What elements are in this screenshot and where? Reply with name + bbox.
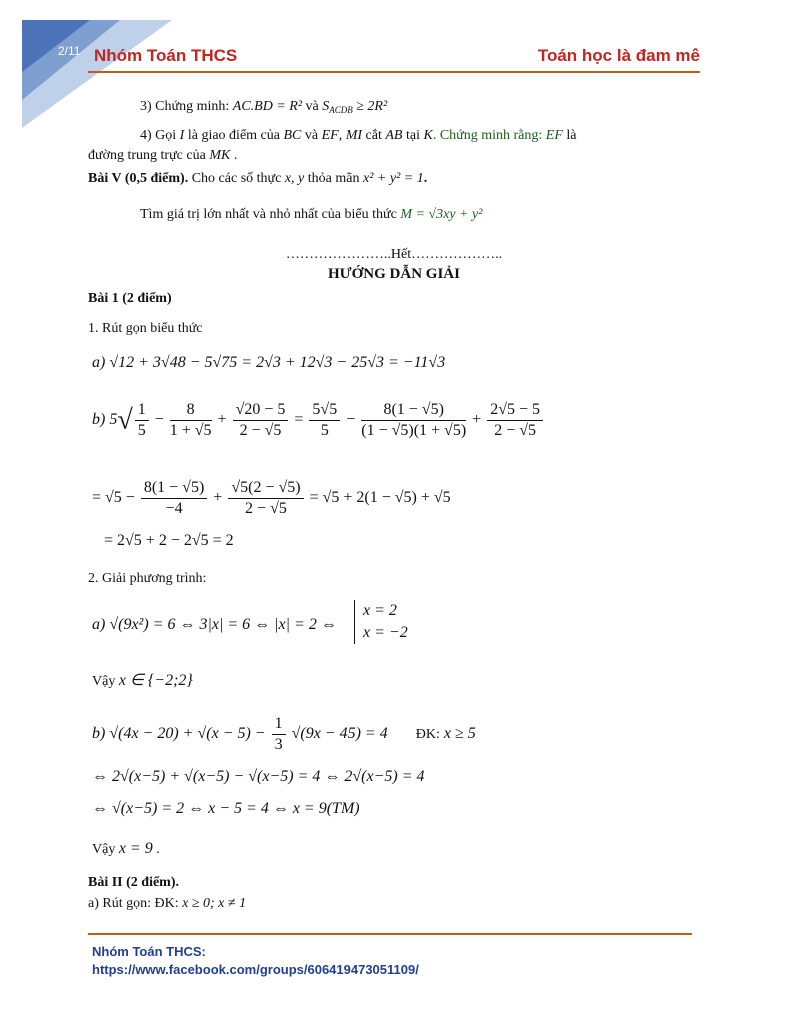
bai1-b-final: = 2√5 + 2 − 2√5 = 2	[104, 532, 234, 549]
bai1-p2a-conclusion: Vậy x ∈ {−2;2}	[92, 672, 193, 689]
bai1-p2b-step3: ⇔ √(x−5) = 2 ⇔ x − 5 = 4 ⇔ x = 9(TM)	[92, 800, 360, 817]
item4-line2: đường trung trực của MK .	[88, 148, 238, 163]
item3-prefix: 3) Chứng minh:	[140, 99, 230, 114]
bai5-line: Bài V (0,5 điểm). Cho các số thực x, y thỏa mãn x² + y² = 1.	[88, 171, 428, 186]
bai1-part1: 1. Rút gọn biểu thức	[88, 321, 203, 336]
item3-expr2: $S_{ACDB} \ge 2R^2$	[322, 99, 388, 115]
item3-and: và	[305, 99, 319, 114]
bai5-title: Bài V (0,5 điểm).	[88, 171, 189, 186]
bai1-b-equation: b) 5√ $\frac{1}{5}$ − $\frac{8}{1 + √5}$ + $\frac{√20 - 5}{2 - √5}$ = $\frac{5√5}{5}$ − $\frac{8(1 - √5)}{(1 - √5)(1 + √5)}$ + $\frac{2√5 - 5}{2 - √5}$	[92, 400, 545, 454]
end-marker: …………………..Hết………………..	[285, 247, 503, 262]
bai1-a-equation: a) √12 + 3√48 − 5√75 = 2√3 + 12√3 − 25√3 = −11√3	[92, 354, 446, 371]
bai2-title: Bài II (2 điểm).	[88, 875, 179, 890]
bai2-part-a: a) Rút gọn: ĐK: x ≥ 0; x ≠ 1	[88, 896, 247, 911]
item4-line1: 4) Gọi I là giao điểm của BC và EF, MI cắt AB tại K. Chứng minh rằng: EF là	[140, 128, 577, 143]
bai1-b-label: b) 5	[92, 411, 118, 429]
item3-line	[140, 98, 387, 119]
header-rule	[88, 71, 700, 73]
header-group-name: Nhóm Toán THCS	[94, 46, 238, 65]
header-motto: Toán học là đam mê	[537, 46, 700, 65]
bai1-p2a-cases: x = 2 x = −2	[354, 600, 408, 644]
corner-decoration	[0, 0, 180, 140]
bai1-p2b-step2: ⇔ 2√(x−5) + √(x−5) − √(x−5) = 4 ⇔ 2√(x−5) = 4	[92, 768, 425, 785]
bai1-p2b: b) √(4x − 20) + √(x − 5) − $\frac{1}{3}$ √(9x − 45) = 4 ĐK: x ≥ 5	[92, 715, 476, 753]
footer-rule	[88, 933, 692, 935]
bai5-expression: M = √3xy + y²	[400, 207, 483, 222]
item3-expr1: AC.BD = R²	[232, 99, 303, 114]
bai1-b-step2: = √5 − $\frac{8(1 - √5)}{-4}$ + $\frac{√5(2 - √5)}{2 - √5}$ = √5 + 2(1 − √5) + √5	[92, 479, 451, 517]
bai1-p2a: a) √(9x²) = 6 ⇔ 3|x| = 6 ⇔ |x| = 2 ⇔	[92, 616, 337, 633]
bai5-question: Tìm giá trị lớn nhất và nhỏ nhất của biểu thức M = √3xy + y²	[140, 207, 483, 222]
page-number: 2/11	[58, 44, 81, 58]
footer-group-name: Nhóm Toán THCS:	[92, 944, 206, 959]
bai1-part2: 2. Giải phương trình:	[88, 571, 207, 586]
solution-title: HƯỚNG DẪN GIẢI	[328, 266, 460, 282]
frac-1-5: $\frac{1}{5}$	[135, 400, 149, 441]
bai1-title: Bài 1 (2 điểm)	[88, 291, 172, 306]
footer-url-link[interactable]: https://www.facebook.com/groups/606419473051109/	[92, 962, 419, 977]
bai1-p2b-conclusion: Vậy x = 9 .	[92, 840, 160, 857]
